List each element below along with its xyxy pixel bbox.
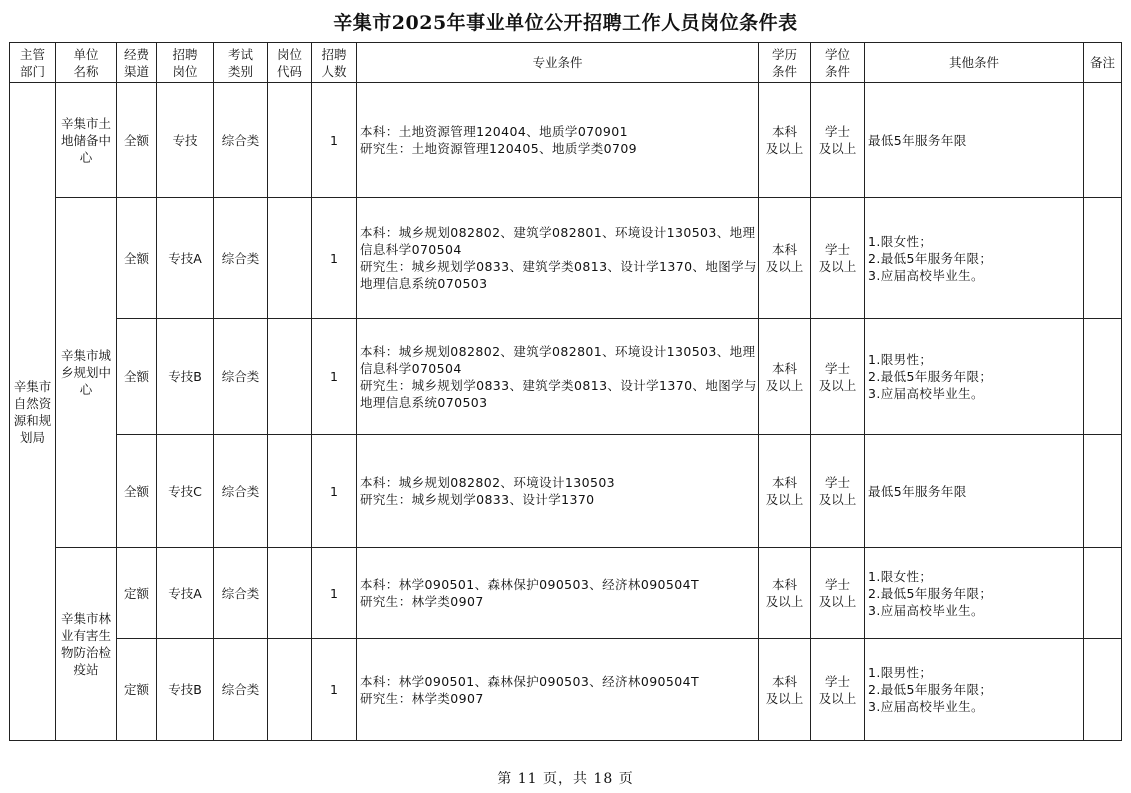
header-unit: 单位 名称 [56, 43, 117, 83]
num-cell: 1 [312, 319, 357, 435]
other-cell: 1.限男性； 2.最低5年服务年限； 3.应届高校毕业生。 [865, 639, 1084, 741]
department-cell: 辛集市自然资源和规划局 [10, 83, 56, 741]
remark-cell [1084, 639, 1122, 741]
num-cell: 1 [312, 198, 357, 319]
funding-cell: 定额 [117, 548, 157, 639]
unit-cell: 辛集市土地储备中心 [56, 83, 117, 198]
major-cell: 本科：城乡规划082802、环境设计130503 研究生：城乡规划学0833、设计学1370 [357, 435, 759, 548]
remark-cell [1084, 435, 1122, 548]
page-footer: 第 11 页，共 18 页 [497, 771, 634, 787]
edu-cell: 本科 及以上 [759, 319, 811, 435]
unit-cell: 辛集市城乡规划中心 [56, 198, 117, 548]
post-cell: 专技B [157, 319, 214, 435]
exam-cell: 综合类 [214, 639, 268, 741]
header-row [10, 43, 1122, 83]
exam-cell: 综合类 [214, 319, 268, 435]
table-row [10, 83, 1122, 198]
funding-cell: 全额 [117, 319, 157, 435]
major-cell: 本科：林学090501、森林保护090503、经济林090504T 研究生：林学类0907 [357, 639, 759, 741]
remark-cell [1084, 319, 1122, 435]
exam-cell: 综合类 [214, 198, 268, 319]
edu-cell: 本科 及以上 [759, 198, 811, 319]
degree-cell: 学士 及以上 [811, 639, 865, 741]
exam-cell: 综合类 [214, 83, 268, 198]
num-cell: 1 [312, 548, 357, 639]
header-other: 其他条件 [865, 43, 1084, 83]
degree-cell: 学士 及以上 [811, 83, 865, 198]
remark-cell [1084, 548, 1122, 639]
header-code: 岗位 代码 [268, 43, 312, 83]
positions-table [9, 42, 1122, 741]
header-exam: 考试 类别 [214, 43, 268, 83]
code-cell [268, 83, 312, 198]
code-cell [268, 639, 312, 741]
exam-cell: 综合类 [214, 435, 268, 548]
header-degree: 学位 条件 [811, 43, 865, 83]
funding-cell: 全额 [117, 83, 157, 198]
other-cell: 1.限男性； 2.最低5年服务年限； 3.应届高校毕业生。 [865, 319, 1084, 435]
other-cell: 最低5年服务年限 [865, 83, 1084, 198]
degree-cell: 学士 及以上 [811, 198, 865, 319]
code-cell [268, 319, 312, 435]
post-cell: 专技 [157, 83, 214, 198]
other-cell: 最低5年服务年限 [865, 435, 1084, 548]
edu-cell: 本科 及以上 [759, 83, 811, 198]
other-cell: 1.限女性； 2.最低5年服务年限； 3.应届高校毕业生。 [865, 548, 1084, 639]
header-num: 招聘 人数 [312, 43, 357, 83]
exam-cell: 综合类 [214, 548, 268, 639]
funding-cell: 全额 [117, 435, 157, 548]
num-cell: 1 [312, 83, 357, 198]
degree-cell: 学士 及以上 [811, 548, 865, 639]
post-cell: 专技C [157, 435, 214, 548]
edu-cell: 本科 及以上 [759, 548, 811, 639]
header-edu: 学历 条件 [759, 43, 811, 83]
header-major: 专业条件 [357, 43, 759, 83]
table-row [10, 435, 1122, 548]
num-cell: 1 [312, 435, 357, 548]
remark-cell [1084, 83, 1122, 198]
num-cell: 1 [312, 639, 357, 741]
edu-cell: 本科 及以上 [759, 639, 811, 741]
degree-cell: 学士 及以上 [811, 319, 865, 435]
remark-cell [1084, 198, 1122, 319]
table-row [10, 198, 1122, 319]
funding-cell: 定额 [117, 639, 157, 741]
unit-cell: 辛集市林业有害生物防治检疫站 [56, 548, 117, 741]
header-dept: 主管 部门 [10, 43, 56, 83]
table-row [10, 319, 1122, 435]
header-post: 招聘 岗位 [157, 43, 214, 83]
code-cell [268, 548, 312, 639]
page-title: 辛集市2025年事业单位公开招聘工作人员岗位条件表 [333, 12, 798, 34]
edu-cell: 本科 及以上 [759, 435, 811, 548]
major-cell: 本科：城乡规划082802、建筑学082801、环境设计130503、地理信息科学070504 研究生：城乡规划学0833、建筑学类0813、设计学1370、地图学与地理信息系统070503 [357, 198, 759, 319]
funding-cell: 全额 [117, 198, 157, 319]
major-cell: 本科：土地资源管理120404、地质学070901 研究生：土地资源管理120405、地质学类0709 [357, 83, 759, 198]
post-cell: 专技A [157, 548, 214, 639]
table-row [10, 548, 1122, 639]
header-funding: 经费 渠道 [117, 43, 157, 83]
major-cell: 本科：林学090501、森林保护090503、经济林090504T 研究生：林学类0907 [357, 548, 759, 639]
code-cell [268, 435, 312, 548]
post-cell: 专技A [157, 198, 214, 319]
other-cell: 1.限女性； 2.最低5年服务年限； 3.应届高校毕业生。 [865, 198, 1084, 319]
degree-cell: 学士 及以上 [811, 435, 865, 548]
code-cell [268, 198, 312, 319]
table-row [10, 639, 1122, 741]
header-remark: 备注 [1084, 43, 1122, 83]
post-cell: 专技B [157, 639, 214, 741]
major-cell: 本科：城乡规划082802、建筑学082801、环境设计130503、地理信息科学070504 研究生：城乡规划学0833、建筑学类0813、设计学1370、地图学与地理信息系统070503 [357, 319, 759, 435]
